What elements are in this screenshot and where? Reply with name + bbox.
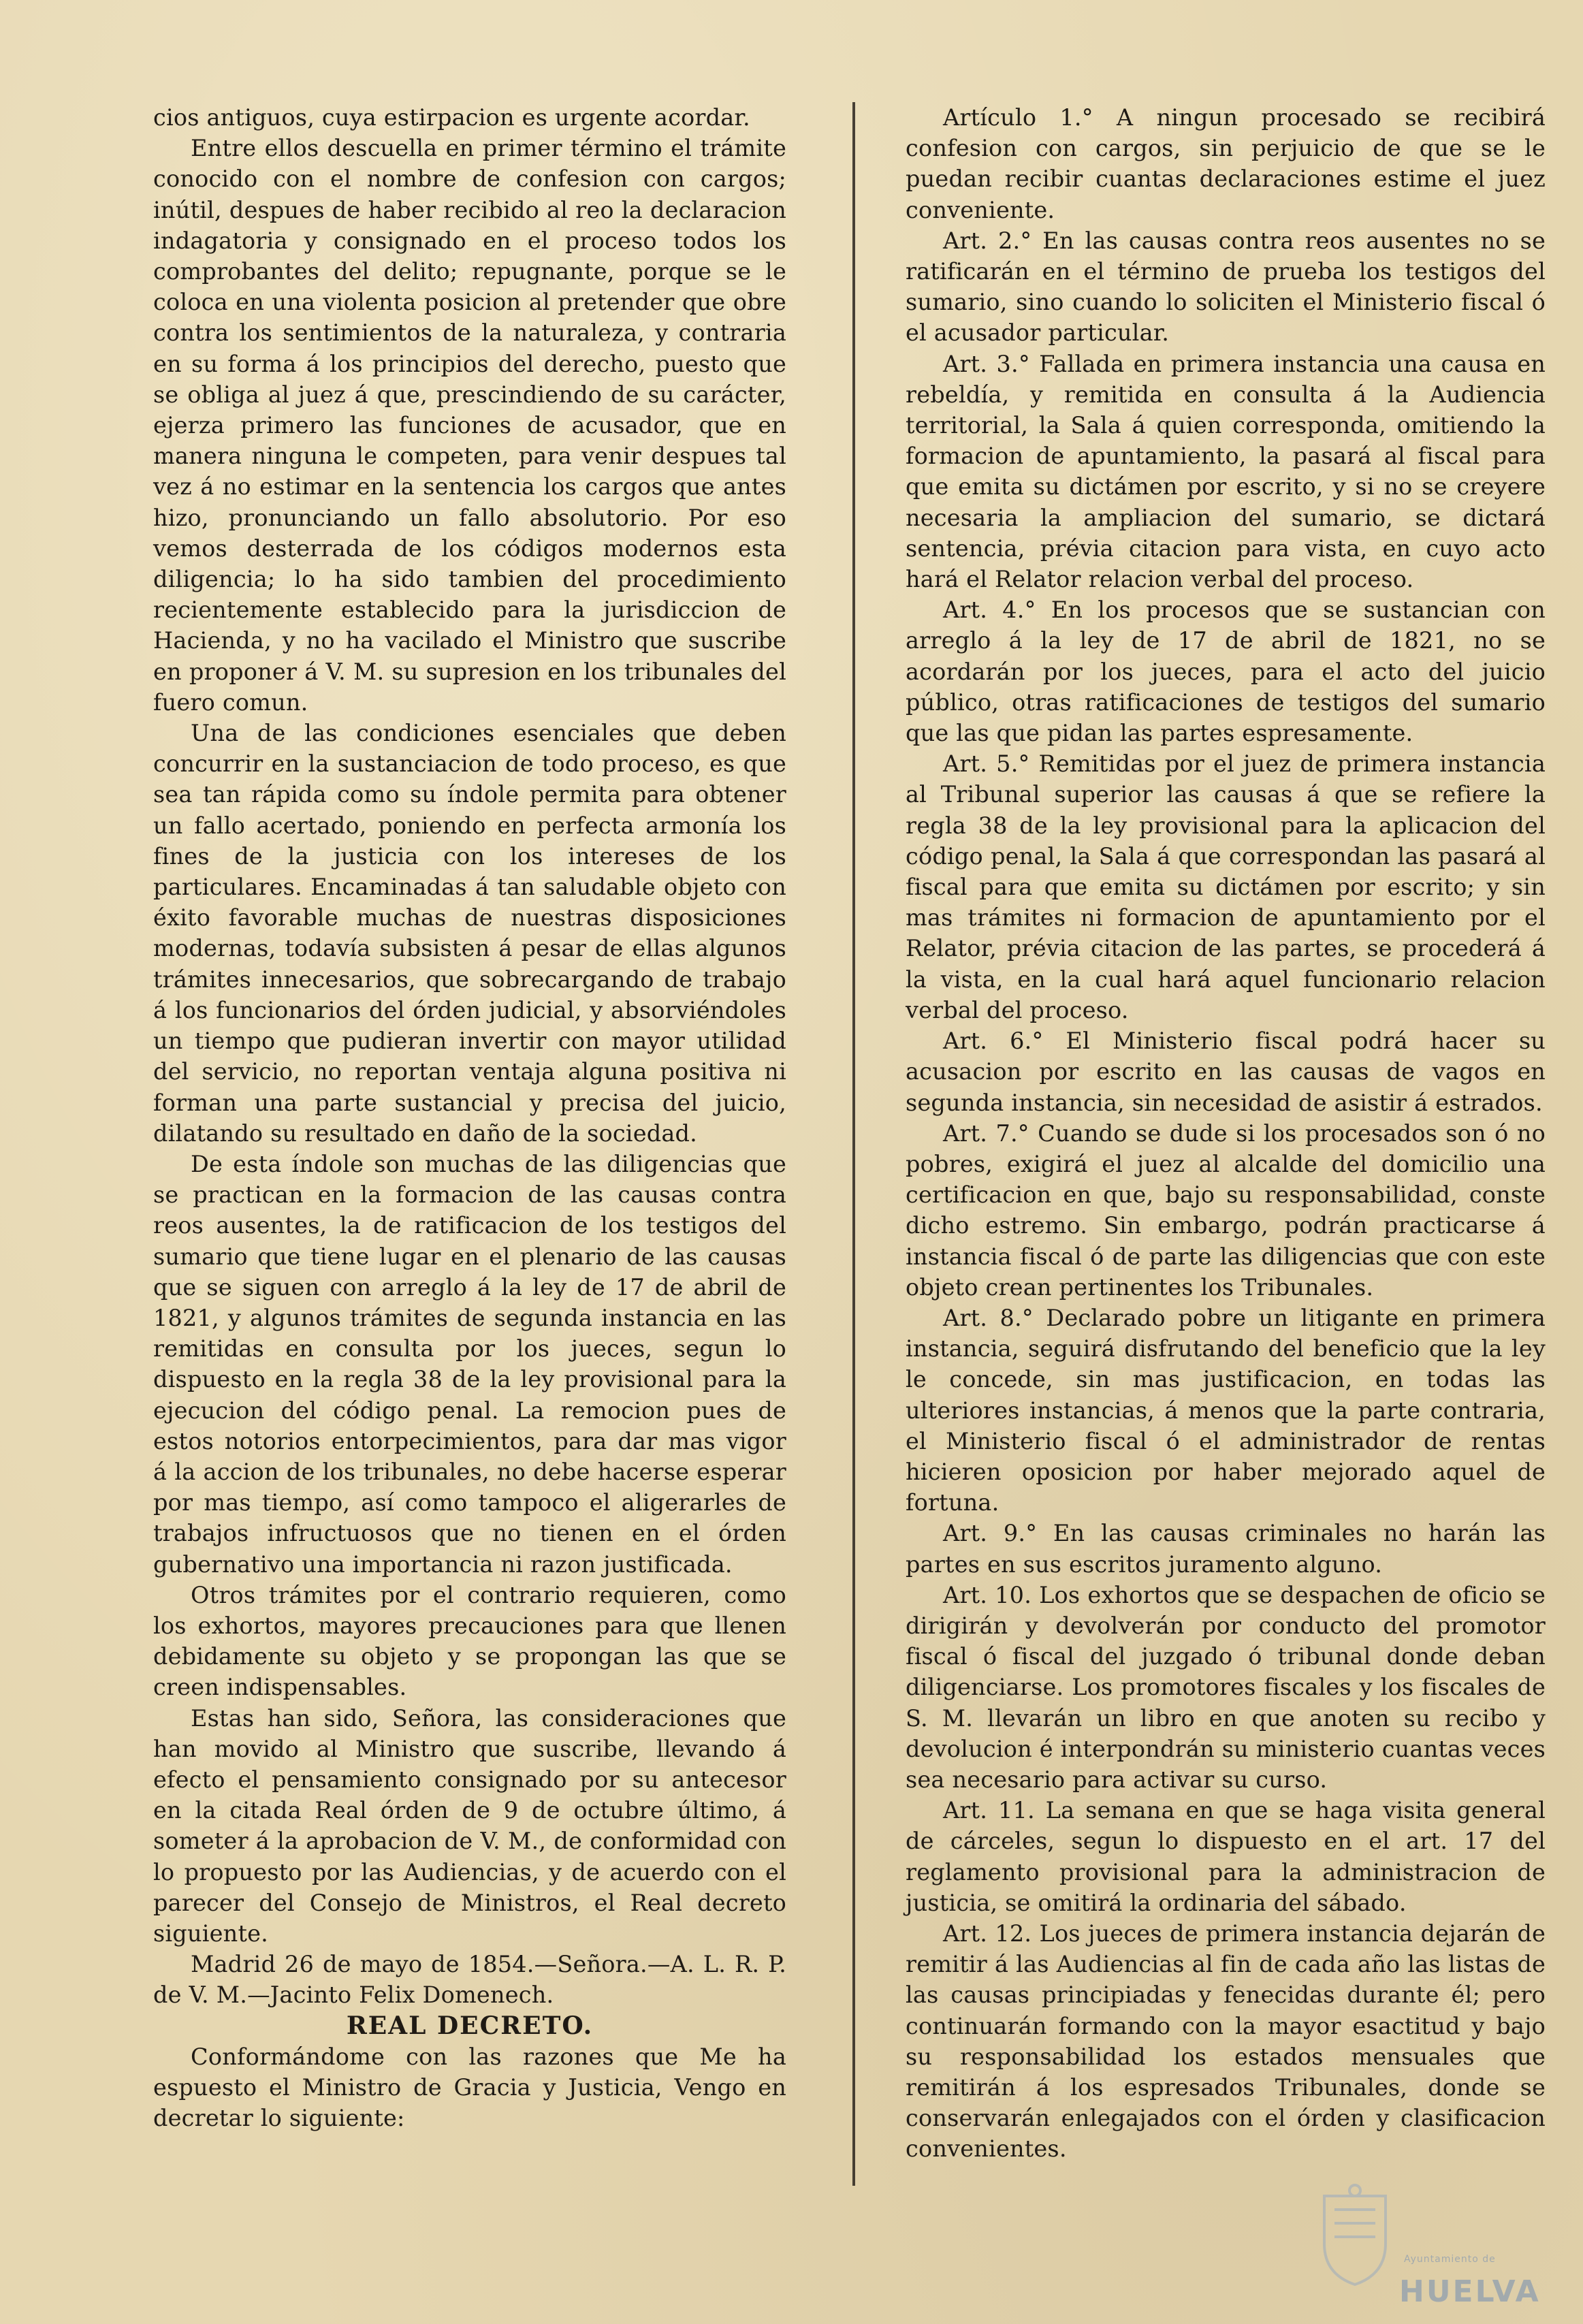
article-paragraph: Art. 11. La semana en que se haga visita general de cárceles, segun lo dispuesto en el art. 17 del reglamento provisional para la administracion de justicia, se omitirá la ordinaria del sábado.: [906, 1797, 1546, 1916]
article-paragraph: Art. 12. Los jueces de primera instancia dejarán de remitir á las Audiencias al fin de cada año las listas de las causas principiadas y fenecidas durante él; pero continuarán formando con la mayor esactitud y bajo su responsabilidad los estados mensuales que remitirán á los espresados Tribunales, donde se conservarán enlegajados con el órden y clasificacion convenientes.: [906, 1920, 1546, 2163]
article-paragraph: Art. 2.° En las causas contra reos ausentes no se ratificarán en el término de prueba los testigos del sumario, sino cuando lo soliciten el Ministerio fiscal ó el acusador particular.: [906, 227, 1546, 347]
stamp-caption: Ayuntamiento de: [1404, 2254, 1496, 2265]
paragraph: Estas han sido, Señora, las consideraciones que han movido al Ministro que suscribe, llevando á efecto el pensamiento consignado por su antecesor en la citada Real órden de 9 de octubre último, á someter á la aprobacion de V. M., de conformidad con lo propuesto por las Audiencias, y de acuerdo con el parecer del Consejo de Ministros, el Real decreto siguiente.: [153, 1704, 786, 1947]
article-paragraph: Art. 9.° En las causas criminales no harán las partes en sus escritos juramento alguno.: [906, 1520, 1546, 1578]
right-column: [906, 102, 1546, 2165]
article-paragraph: Art. 4.° En los procesos que se sustancian con arreglo á la ley de 17 de abril de 1821, no se acordarán por los jueces, para el acto del juicio público, otras ratificaciones de testigos del sumario que las que pidan las partes espresamente.: [906, 596, 1546, 747]
article-paragraph: Art. 8.° Declarado pobre un litigante en primera instancia, seguirá disfrutando del beneficio que la ley le concede, sin mas justificacion, en todas las ulteriores instancias, á menos que la parte contraria, el Ministerio fiscal ó el administrador de rentas hicieren oposicion por haber mejorado aquel de fortuna.: [906, 1304, 1546, 1516]
article-paragraph: Art. 5.° Remitidas por el juez de primera instancia al Tribunal superior las causas á que se refiere la regla 38 de la ley provisional para la aplicacion del código penal, la Sala á que correspondan las pasará al fiscal para que emita su dictámen por escrito; y sin mas trámites ni formacion de apuntamiento por el Relator, prévia citacion de las partes, se procederá á la vista, en la cual hará aquel funcionario relacion verbal del proceso.: [906, 750, 1546, 1023]
article-paragraph: Art. 6.° El Ministerio fiscal podrá hacer su acusacion por escrito en las causas de vagos en segunda instancia, sin necesidad de asistir á estrados.: [906, 1028, 1546, 1116]
article-paragraph: Art. 10. Los exhortos que se despachen de oficio se dirigirán y devolverán por conducto del promotor fiscal ó fiscal del juzgado ó tribunal donde deban diligenciarse. Los promotores fiscales y los fiscales de S. M. llevarán un libro en que anoten su recibo y devolucion é interpondrán su ministerio cuantas veces sea necesario para activar su curso.: [906, 1581, 1546, 1793]
article-paragraph: Art. 3.° Fallada en primera instancia una causa en rebeldía, y remitida en consulta á la Audiencia territorial, la Sala á quien corresponda, omitiendo la formacion de apuntamiento, la pasará al fiscal para que emita su dictámen por escrito, y si no se creyere necesaria la ampliacion del sumario, se dictará sentencia, prévia citacion para vista, en cuyo acto hará el Relator relacion verbal del proceso.: [906, 350, 1546, 593]
paragraph: Conformándome con las razones que Me ha espuesto el Ministro de Gracia y Justicia, Vengo en decretar lo siguiente:: [153, 2043, 786, 2132]
paragraph: De esta índole son muchas de las diligencias que se practican en la formacion de las causas contra reos ausentes, la de ratificacion de los testigos del sumario que tiene lugar en el plenario de las causas que se siguen con arreglo á la ley de 17 de abril de 1821, y algunos trámites de segunda instancia en las remitidas en consulta por los jueces, segun lo dispuesto en la regla 38 de la ley provisional para la ejecucion del código penal. La remocion pues de estos notorios entorpecimientos, para dar mas vigor á la accion de los tribunales, no debe hacerse esperar por mas tiempo, así como tampoco el aligerarles de trabajos infructuosos que no tienen en el órden gubernativo una importancia ni razon justificada.: [153, 1150, 786, 1578]
stamp-city: HUELVA: [1399, 2274, 1541, 2309]
paragraph: Otros trámites por el contrario requieren, como los exhortos, mayores precauciones para que llenen debidamente su objeto y se propongan las que se creen indispensables.: [153, 1581, 786, 1701]
column-divider: [852, 102, 855, 2186]
paragraph: Una de las condiciones esenciales que deben concurrir en la sustanciacion de todo proceso, es que sea tan rápida como su índole permita para obtener un fallo acertado, poniendo en perfecta armonía los fines de la justicia con los intereses de los particulares. Encaminadas á tan saludable objeto con éxito favorable muchas de nuestras disposiciones modernas, todavía subsisten á pesar de ellas algunos trámites innecesarios, que sobrecargando de trabajo á los funcionarios del órden judicial, y absorviéndoles un tiempo que pudieran invertir con mayor utilidad del servicio, no reportan ventaja alguna positiva ni forman una parte sustancial y precisa del juicio, dilatando su resultado en daño de la sociedad.: [153, 720, 786, 1147]
paragraph: Entre ellos descuella en primer término el trámite conocido con el nombre de confesion con cargos; inútil, despues de haber recibido al reo la declaracion indagatoria y consignado en el proceso todos los comprobantes del delito; repugnante, porque se le coloca en una violenta posicion al pretender que obre contra los sentimientos de la naturaleza, y contraria en su forma á los principios del derecho, puesto que se obliga al juez á que, prescindiendo de su carácter, ejerza primero las funciones de acusador, que en manera ninguna le competen, para venir despues tal vez á no estimar en la sentencia los cargos que antes hizo, pronunciando un fallo absolutorio. Por eso vemos desterrada de los códigos modernos esta diligencia; lo ha sido tambien del procedimiento recientemente establecido para la jurisdiccion de Hacienda, y no ha vacilado el Ministro que suscribe en proponer á V. M. su supresion en los tribunales del fuero comun.: [153, 135, 786, 716]
signature-line: Madrid 26 de mayo de 1854.—Señora.—A. L. R. P. de V. M.—Jacinto Felix Domenech.: [153, 1951, 786, 2009]
paragraph: cios antiguos, cuya estirpacion es urgente acordar.: [153, 104, 750, 131]
left-column: [153, 102, 786, 2133]
section-heading: REAL DECRETO.: [346, 2011, 594, 2040]
article-paragraph: Artículo 1.° A ningun procesado se recibirá confesion con cargos, sin perjuicio de que se le puedan recibir cuantas declaraciones estime el juez conveniente.: [906, 104, 1546, 223]
article-paragraph: Art. 7.° Cuando se dude si los procesados son ó no pobres, exigirá el juez al alcalde del domicilio una certificacion en que, bajo su responsabilidad, conste dicho estremo. Sin embargo, podrán practicarse á instancia fiscal ó de parte las diligencias que con este objeto crean pertinentes los Tribunales.: [906, 1119, 1546, 1301]
